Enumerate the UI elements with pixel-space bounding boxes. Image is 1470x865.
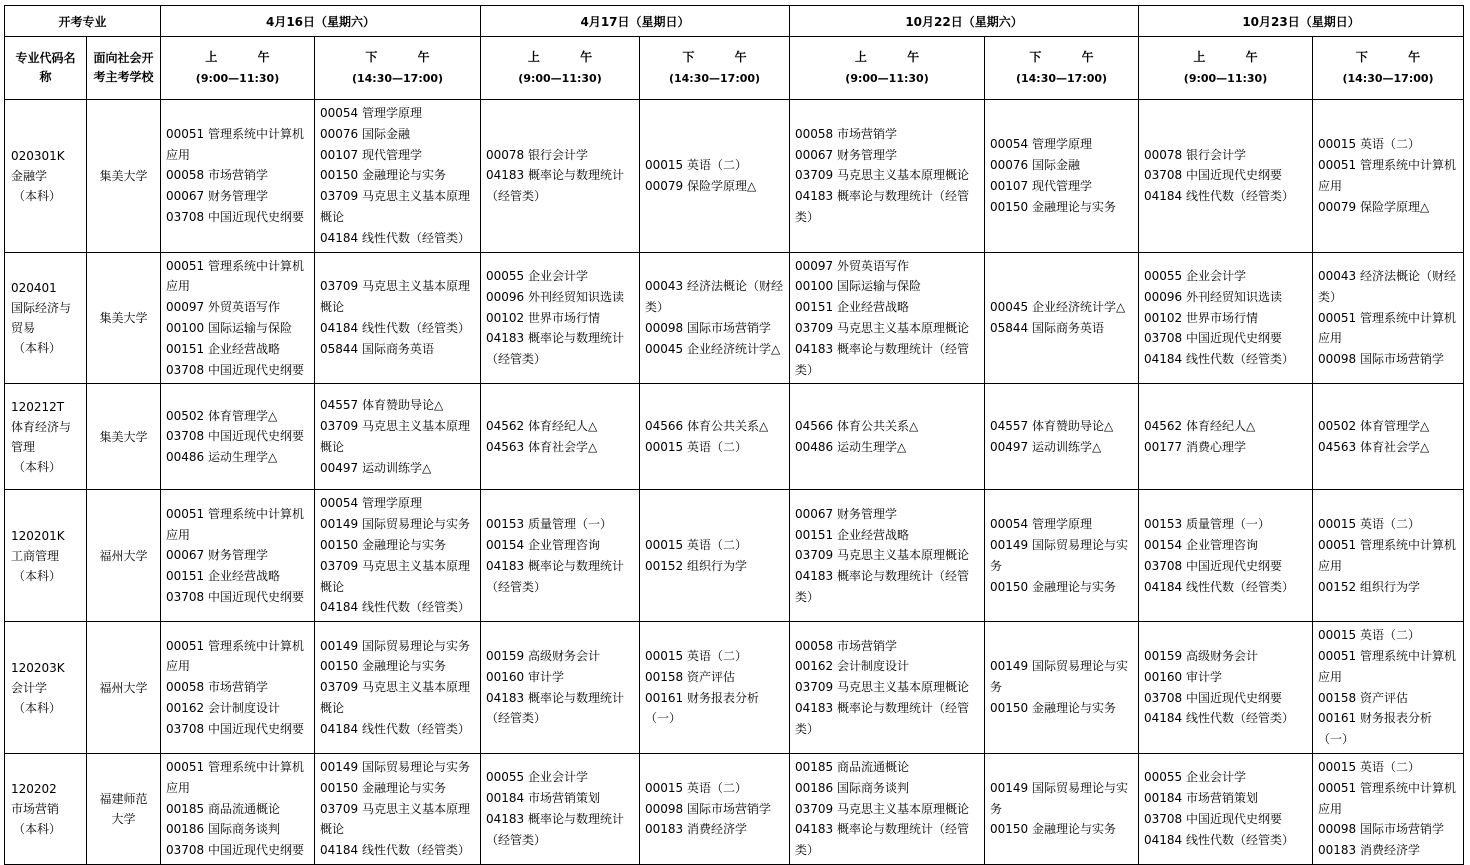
course-entry: 04183 概率论与数理统计（经管类） (795, 189, 970, 224)
course-entry: 04183 概率论与数理统计（经管类） (795, 569, 970, 604)
course-entry: 00051 管理系统中计算机应用 (1318, 648, 1457, 684)
school-header (87, 37, 161, 100)
pm-time: (14:30—17:00) (351, 72, 444, 85)
exam-slot-cell (1313, 753, 1464, 864)
slot-am-1 (161, 37, 315, 100)
exam-slot-cell (1313, 100, 1464, 253)
course-entry: 00051 管理系统中计算机应用 (166, 126, 305, 162)
course-entry: 00067 财务管理学 (795, 147, 898, 162)
pm-label: 下 午 (1355, 50, 1439, 64)
course-entry: 00097 外贸英语写作 (166, 300, 281, 315)
course-entry: 00051 管理系统中计算机应用 (166, 506, 305, 542)
pm-time: (14:30—17:00) (668, 72, 761, 85)
exam-slot-cell (1313, 384, 1464, 490)
course-entry: 04184 线性代数（经管类） (1144, 711, 1295, 726)
exam-slot-cell (985, 384, 1139, 490)
course-entry: 00186 国际商务谈判 (166, 822, 281, 837)
school-cell (87, 252, 161, 384)
course-entry: 00150 金融理论与实务 (990, 199, 1117, 214)
course-entry: 00079 保险学原理△ (645, 178, 757, 193)
exam-slot-cell (640, 384, 790, 490)
date-header-1: 4月16日（星期六） (161, 6, 481, 37)
course-entry: 04184 线性代数（经管类） (1144, 579, 1295, 594)
course-entry: 04184 线性代数（经管类） (320, 600, 471, 615)
major-name: 体育经济与管理 (11, 419, 72, 454)
exam-slot-cell (1139, 753, 1313, 864)
course-entry: 00067 财务管理学 (166, 189, 269, 204)
table-row (5, 384, 1464, 490)
course-entry: 03708 中国近现代史纲要 (1144, 168, 1283, 183)
course-entry: 00486 运动生理学△ (166, 450, 278, 465)
course-entry: 00154 企业管理咨询 (1144, 537, 1259, 552)
major-cell (5, 100, 87, 253)
exam-slot-cell (640, 622, 790, 754)
exam-slot-cell (161, 622, 315, 754)
course-entry: 04183 概率论与数理统计（经管类） (795, 700, 970, 736)
am-time: (9:00—11:30) (195, 72, 280, 85)
course-entry: 00076 国际金融 (990, 157, 1081, 172)
exam-slot-cell (1313, 490, 1464, 622)
course-entry: 03708 中国近现代史纲要 (1144, 690, 1283, 705)
course-entry: 00100 国际运输与保险 (795, 279, 922, 294)
course-entry: 00497 运动训练学△ (990, 439, 1102, 454)
course-entry: 00045 企业经济统计学△ (645, 341, 781, 356)
exam-slot-cell (315, 252, 481, 384)
major-name: 工商管理 (11, 548, 60, 563)
exam-slot-cell (640, 490, 790, 622)
course-entry: 04184 线性代数（经管类） (320, 721, 471, 736)
course-entry: 00067 财务管理学 (166, 548, 269, 563)
major-name: 金融学 (11, 168, 48, 183)
course-entry: 00045 企业经济统计学△ (990, 300, 1126, 315)
course-entry: 00153 质量管理（一） (1144, 517, 1271, 532)
course-entry: 00098 国际市场营销学 (645, 801, 772, 816)
school-cell (87, 490, 161, 622)
course-entry: 00096 外刊经贸知识选读 (486, 289, 625, 304)
course-entry: 04183 概率论与数理统计（经管类） (486, 690, 625, 726)
major-level: （本科） (13, 459, 62, 474)
school-cell (87, 384, 161, 490)
course-entry: 00098 国际市场营销学 (1318, 352, 1445, 367)
course-entry: 00058 市场营销学 (166, 680, 269, 695)
pm-time: (14:30—17:00) (1015, 72, 1108, 85)
course-entry: 03709 马克思主义基本原理概论 (795, 168, 970, 183)
course-entry: 00159 高级财务会计 (1144, 648, 1259, 663)
course-entry: 00054 管理学原理 (990, 517, 1093, 532)
exam-slot-cell (985, 490, 1139, 622)
table-row (5, 490, 1464, 622)
course-entry: 00015 英语（二） (645, 439, 748, 454)
exam-slot-cell (1139, 252, 1313, 384)
course-entry: 00054 管理学原理 (990, 137, 1093, 152)
exam-slot-cell (161, 490, 315, 622)
course-entry: 00149 国际贸易理论与实务 (320, 638, 471, 653)
major-cell (5, 622, 87, 754)
exam-slot-cell (640, 252, 790, 384)
course-entry: 03709 马克思主义基本原理概论 (320, 801, 471, 837)
major-name: 国际经济与贸易 (11, 300, 72, 335)
course-entry: 03708 中国近现代史纲要 (1144, 331, 1283, 346)
course-entry: 00151 企业经营战略 (795, 300, 910, 315)
course-entry: 03708 中国近现代史纲要 (1144, 811, 1283, 826)
course-entry: 03709 马克思主义基本原理概论 (795, 680, 970, 695)
course-entry: 04563 体育社会学△ (1318, 439, 1430, 454)
course-entry: 00183 消费经济学 (1318, 843, 1421, 858)
course-entry: 00184 市场营销策划 (486, 791, 601, 806)
exam-slot-cell (1313, 622, 1464, 754)
pm-label: 下 午 (365, 50, 448, 64)
pm-label: 下 午 (1029, 50, 1112, 64)
course-entry: 00058 市场营销学 (795, 638, 898, 653)
table-row (5, 622, 1464, 754)
major-code: 120203K (11, 660, 65, 675)
course-entry: 00051 管理系统中计算机应用 (166, 759, 305, 795)
exam-slot-cell (985, 100, 1139, 253)
course-entry: 04566 体育公共关系△ (645, 419, 769, 434)
slot-pm-1 (315, 37, 481, 100)
pm-time: (14:30—17:00) (1342, 72, 1434, 85)
am-label: 上 午 (527, 50, 611, 64)
course-entry: 00055 企业会计学 (486, 770, 589, 785)
school-name: 福州大学 (99, 680, 148, 695)
exam-slot-cell (790, 100, 985, 253)
course-entry: 00177 消费心理学 (1144, 439, 1247, 454)
course-entry: 04557 体育赞助导论△ (990, 419, 1114, 434)
exam-slot-cell (1139, 490, 1313, 622)
exam-slot-cell (790, 252, 985, 384)
course-entry: 00079 保险学原理△ (1318, 199, 1430, 214)
course-entry: 00043 经济法概论（财经类） (645, 279, 784, 315)
course-entry: 05844 国际商务英语 (320, 341, 435, 356)
course-entry: 04184 线性代数（经管类） (1144, 189, 1295, 204)
course-entry: 00078 银行会计学 (1144, 147, 1247, 162)
course-entry: 00158 资产评估 (1318, 690, 1409, 705)
exam-slot-cell (481, 490, 640, 622)
school-cell (87, 100, 161, 253)
course-entry: 00152 组织行为学 (645, 558, 748, 573)
course-entry: 00150 金融理论与实务 (990, 579, 1117, 594)
course-entry: 00058 市场营销学 (166, 168, 269, 183)
course-entry: 00015 英语（二） (645, 648, 748, 663)
major-name: 市场营销 (11, 801, 60, 816)
school-name: 集美大学 (99, 310, 148, 325)
course-entry: 00502 体育管理学△ (1318, 419, 1430, 434)
course-entry: 03708 中国近现代史纲要 (166, 721, 305, 736)
course-entry: 04183 概率论与数理统计（经管类） (486, 811, 625, 847)
course-entry: 00015 英语（二） (1318, 517, 1421, 532)
am-label: 上 午 (205, 50, 288, 64)
exam-slot-cell (985, 252, 1139, 384)
school-name: 福州大学 (99, 548, 148, 563)
course-entry: 00098 国际市场营销学 (645, 320, 772, 335)
course-entry: 00107 现代管理学 (320, 147, 423, 162)
course-entry: 00015 英语（二） (645, 157, 748, 172)
course-entry: 00054 管理学原理 (320, 106, 423, 120)
course-entry: 00100 国际运输与保险 (166, 320, 293, 335)
course-entry: 00015 英语（二） (645, 780, 748, 795)
major-code: 020401 (11, 280, 57, 295)
school-header-text: 面向社会开考主考学校 (93, 51, 154, 84)
school-cell (87, 622, 161, 754)
course-entry: 00150 金融理论与实务 (990, 700, 1117, 715)
course-entry: 00184 市场营销策划 (1144, 791, 1259, 806)
exam-slot-cell (640, 100, 790, 253)
course-entry: 03709 马克思主义基本原理概论 (795, 801, 970, 816)
school-name: 集美大学 (99, 168, 148, 183)
course-entry: 04184 线性代数（经管类） (1144, 832, 1295, 847)
exam-slot-cell (1139, 622, 1313, 754)
exam-slot-cell (161, 753, 315, 864)
course-entry: 00096 外刊经贸知识选读 (1144, 289, 1283, 304)
exam-slot-cell (985, 622, 1139, 754)
course-entry: 00150 金融理论与实务 (320, 537, 447, 552)
exam-slot-cell (315, 100, 481, 253)
course-entry: 00058 市场营销学 (795, 126, 898, 141)
course-entry: 00097 外贸英语写作 (795, 258, 910, 273)
course-entry: 00497 运动训练学△ (320, 460, 432, 475)
table-row (5, 753, 1464, 864)
slot-pm-3 (985, 37, 1139, 100)
exam-slot-cell (315, 490, 481, 622)
am-time: (9:00—11:30) (518, 72, 602, 85)
course-entry: 00153 质量管理（一） (486, 517, 613, 532)
slot-pm-2 (640, 37, 790, 100)
course-entry: 00161 财务报表分析（一） (1318, 711, 1433, 747)
course-entry: 05844 国际商务英语 (990, 320, 1105, 335)
course-entry: 00502 体育管理学△ (166, 408, 278, 423)
course-entry: 04183 概率论与数理统计（经管类） (795, 822, 970, 858)
course-entry: 00051 管理系统中计算机应用 (1318, 780, 1457, 816)
schedule-body (5, 100, 1464, 865)
major-level: （本科） (13, 821, 62, 836)
exam-slot-cell (1313, 252, 1464, 384)
major-cell (5, 490, 87, 622)
course-entry: 00055 企业会计学 (1144, 770, 1247, 785)
exam-slot-cell (161, 252, 315, 384)
course-entry: 00150 金融理论与实务 (990, 822, 1117, 837)
course-entry: 04183 概率论与数理统计（经管类） (486, 168, 625, 204)
code-name-header-text: 专业代码名称 (15, 51, 76, 84)
course-entry: 00015 英语（二） (645, 537, 748, 552)
exam-slot-cell (161, 100, 315, 253)
course-entry: 04566 体育公共关系△ (795, 419, 919, 434)
exam-slot-cell (790, 490, 985, 622)
course-entry: 00151 企业经营战略 (166, 341, 281, 356)
course-entry: 03708 中国近现代史纲要 (166, 209, 305, 224)
course-entry: 00043 经济法概论（财经类） (1318, 268, 1457, 304)
course-entry: 00067 财务管理学 (795, 506, 898, 521)
exam-slot-cell (790, 753, 985, 864)
course-entry: 00150 金融理论与实务 (320, 659, 447, 674)
exam-slot-cell (315, 384, 481, 490)
exam-slot-cell (640, 753, 790, 864)
exam-slot-cell (790, 622, 985, 754)
course-entry: 03708 中国近现代史纲要 (166, 589, 305, 604)
course-entry: 00162 会计制度设计 (166, 700, 281, 715)
course-entry: 04183 概率论与数理统计（经管类） (795, 341, 970, 377)
course-entry: 04184 线性代数（经管类） (320, 320, 471, 335)
major-cell (5, 252, 87, 384)
course-entry: 04183 概率论与数理统计（经管类） (486, 331, 625, 367)
header-row-dates (5, 6, 1464, 37)
course-entry: 00149 国际贸易理论与实务 (320, 759, 471, 774)
header-row-slots (5, 37, 1464, 100)
course-entry: 04184 线性代数（经管类） (1144, 352, 1295, 367)
course-entry: 00185 商品流通概论 (795, 759, 910, 774)
course-entry: 04562 体育经纪人△ (486, 419, 598, 434)
am-time: (9:00—11:30) (1183, 72, 1268, 85)
slot-am-3 (790, 37, 985, 100)
course-entry: 00054 管理学原理 (320, 496, 423, 511)
major-level: （本科） (13, 568, 62, 583)
code-name-header (5, 37, 87, 100)
course-entry: 00154 企业管理咨询 (486, 537, 601, 552)
course-entry: 00151 企业经营战略 (795, 527, 910, 542)
course-entry: 04557 体育赞助导论△ (320, 398, 444, 413)
exam-slot-cell (161, 384, 315, 490)
major-level: （本科） (13, 700, 62, 715)
course-entry: 00185 商品流通概论 (166, 801, 281, 816)
major-code: 020301K (11, 148, 65, 163)
course-entry: 00151 企业经营战略 (166, 569, 281, 584)
course-entry: 00158 资产评估 (645, 669, 736, 684)
exam-slot-cell (1139, 100, 1313, 253)
major-code: 120212T (11, 399, 65, 414)
course-entry: 00107 现代管理学 (990, 178, 1093, 193)
exam-slot-cell (315, 622, 481, 754)
course-entry: 03709 马克思主义基本原理概论 (320, 419, 471, 454)
slot-am-2 (481, 37, 640, 100)
course-entry: 00486 运动生理学△ (795, 439, 907, 454)
course-entry: 04184 线性代数（经管类） (320, 843, 471, 858)
course-entry: 03708 中国近现代史纲要 (166, 843, 305, 858)
exam-slot-cell (481, 384, 640, 490)
course-entry: 03709 马克思主义基本原理概论 (795, 320, 970, 335)
major-cell (5, 384, 87, 490)
major-level: （本科） (13, 188, 62, 203)
course-entry: 00149 国际贸易理论与实务 (990, 659, 1129, 695)
course-entry: 00078 银行会计学 (486, 147, 589, 162)
course-entry: 00051 管理系统中计算机应用 (166, 638, 305, 674)
major-cell (5, 753, 87, 864)
course-entry: 00015 英语（二） (1318, 628, 1421, 643)
course-entry: 03709 马克思主义基本原理概论 (320, 279, 471, 315)
course-entry: 00015 英语（二） (1318, 137, 1421, 152)
major-name: 会计学 (11, 680, 48, 695)
exam-slot-cell (481, 753, 640, 864)
course-entry: 00076 国际金融 (320, 126, 411, 141)
exam-slot-cell (315, 753, 481, 864)
course-entry: 00051 管理系统中计算机应用 (166, 258, 305, 294)
exam-slot-cell (481, 622, 640, 754)
exam-slot-cell (790, 384, 985, 490)
course-entry: 03709 马克思主义基本原理概论 (320, 558, 471, 594)
course-entry: 00150 金融理论与实务 (320, 168, 447, 183)
school-cell (87, 753, 161, 864)
school-name: 福建师范大学 (99, 791, 148, 826)
major-level: （本科） (13, 340, 62, 355)
course-entry: 03708 中国近现代史纲要 (166, 429, 305, 444)
course-entry: 03709 马克思主义基本原理概论 (320, 680, 471, 715)
course-entry: 00186 国际商务谈判 (795, 780, 910, 795)
course-entry: 04563 体育社会学△ (486, 439, 598, 454)
am-label: 上 午 (854, 50, 938, 64)
course-entry: 00055 企业会计学 (1144, 268, 1247, 283)
school-name: 集美大学 (99, 429, 148, 444)
course-entry: 00160 审计学 (1144, 669, 1223, 684)
exam-slot-cell (481, 100, 640, 253)
course-entry: 00102 世界市场行情 (486, 310, 601, 325)
course-entry: 00149 国际贸易理论与实务 (990, 780, 1129, 816)
am-time: (9:00—11:30) (845, 72, 929, 85)
course-entry: 00015 英语（二） (1318, 759, 1421, 774)
pm-label: 下 午 (682, 50, 765, 64)
course-entry: 00183 消费经济学 (645, 822, 748, 837)
course-entry: 00162 会计制度设计 (795, 659, 910, 674)
course-entry: 04562 体育经纪人△ (1144, 419, 1256, 434)
course-entry: 00152 组织行为学 (1318, 579, 1421, 594)
major-group-header: 开考专业 (5, 6, 161, 37)
course-entry: 00098 国际市场营销学 (1318, 822, 1445, 837)
course-entry: 03709 马克思主义基本原理概论 (320, 189, 471, 224)
major-code: 120201K (11, 528, 65, 543)
course-entry: 00102 世界市场行情 (1144, 310, 1259, 325)
am-label: 上 午 (1193, 50, 1276, 64)
date-header-3: 10月22日（星期六） (790, 6, 1139, 37)
exam-slot-cell (985, 753, 1139, 864)
course-entry: 00055 企业会计学 (486, 268, 589, 283)
course-entry: 03709 马克思主义基本原理概论 (795, 548, 970, 563)
course-entry: 00161 财务报表分析（一） (645, 690, 760, 726)
slot-pm-4 (1313, 37, 1464, 100)
table-row (5, 100, 1464, 253)
table-row (5, 252, 1464, 384)
course-entry: 00149 国际贸易理论与实务 (320, 517, 471, 532)
exam-schedule-table (4, 5, 1464, 865)
exam-slot-cell (1139, 384, 1313, 490)
date-header-4: 10月23日（星期日） (1139, 6, 1464, 37)
course-entry: 00150 金融理论与实务 (320, 780, 447, 795)
course-entry: 04183 概率论与数理统计（经管类） (486, 558, 625, 594)
exam-slot-cell (481, 252, 640, 384)
course-entry: 00149 国际贸易理论与实务 (990, 537, 1129, 573)
course-entry: 03708 中国近现代史纲要 (1144, 558, 1283, 573)
date-header-2: 4月17日（星期日） (481, 6, 790, 37)
course-entry: 03708 中国近现代史纲要 (166, 362, 305, 377)
course-entry: 00159 高级财务会计 (486, 648, 601, 663)
course-entry: 00160 审计学 (486, 669, 565, 684)
course-entry: 00051 管理系统中计算机应用 (1318, 157, 1457, 193)
major-code: 120202 (11, 781, 57, 796)
course-entry: 00051 管理系统中计算机应用 (1318, 310, 1457, 346)
course-entry: 04184 线性代数（经管类） (320, 230, 471, 245)
slot-am-4 (1139, 37, 1313, 100)
course-entry: 00051 管理系统中计算机应用 (1318, 537, 1457, 573)
